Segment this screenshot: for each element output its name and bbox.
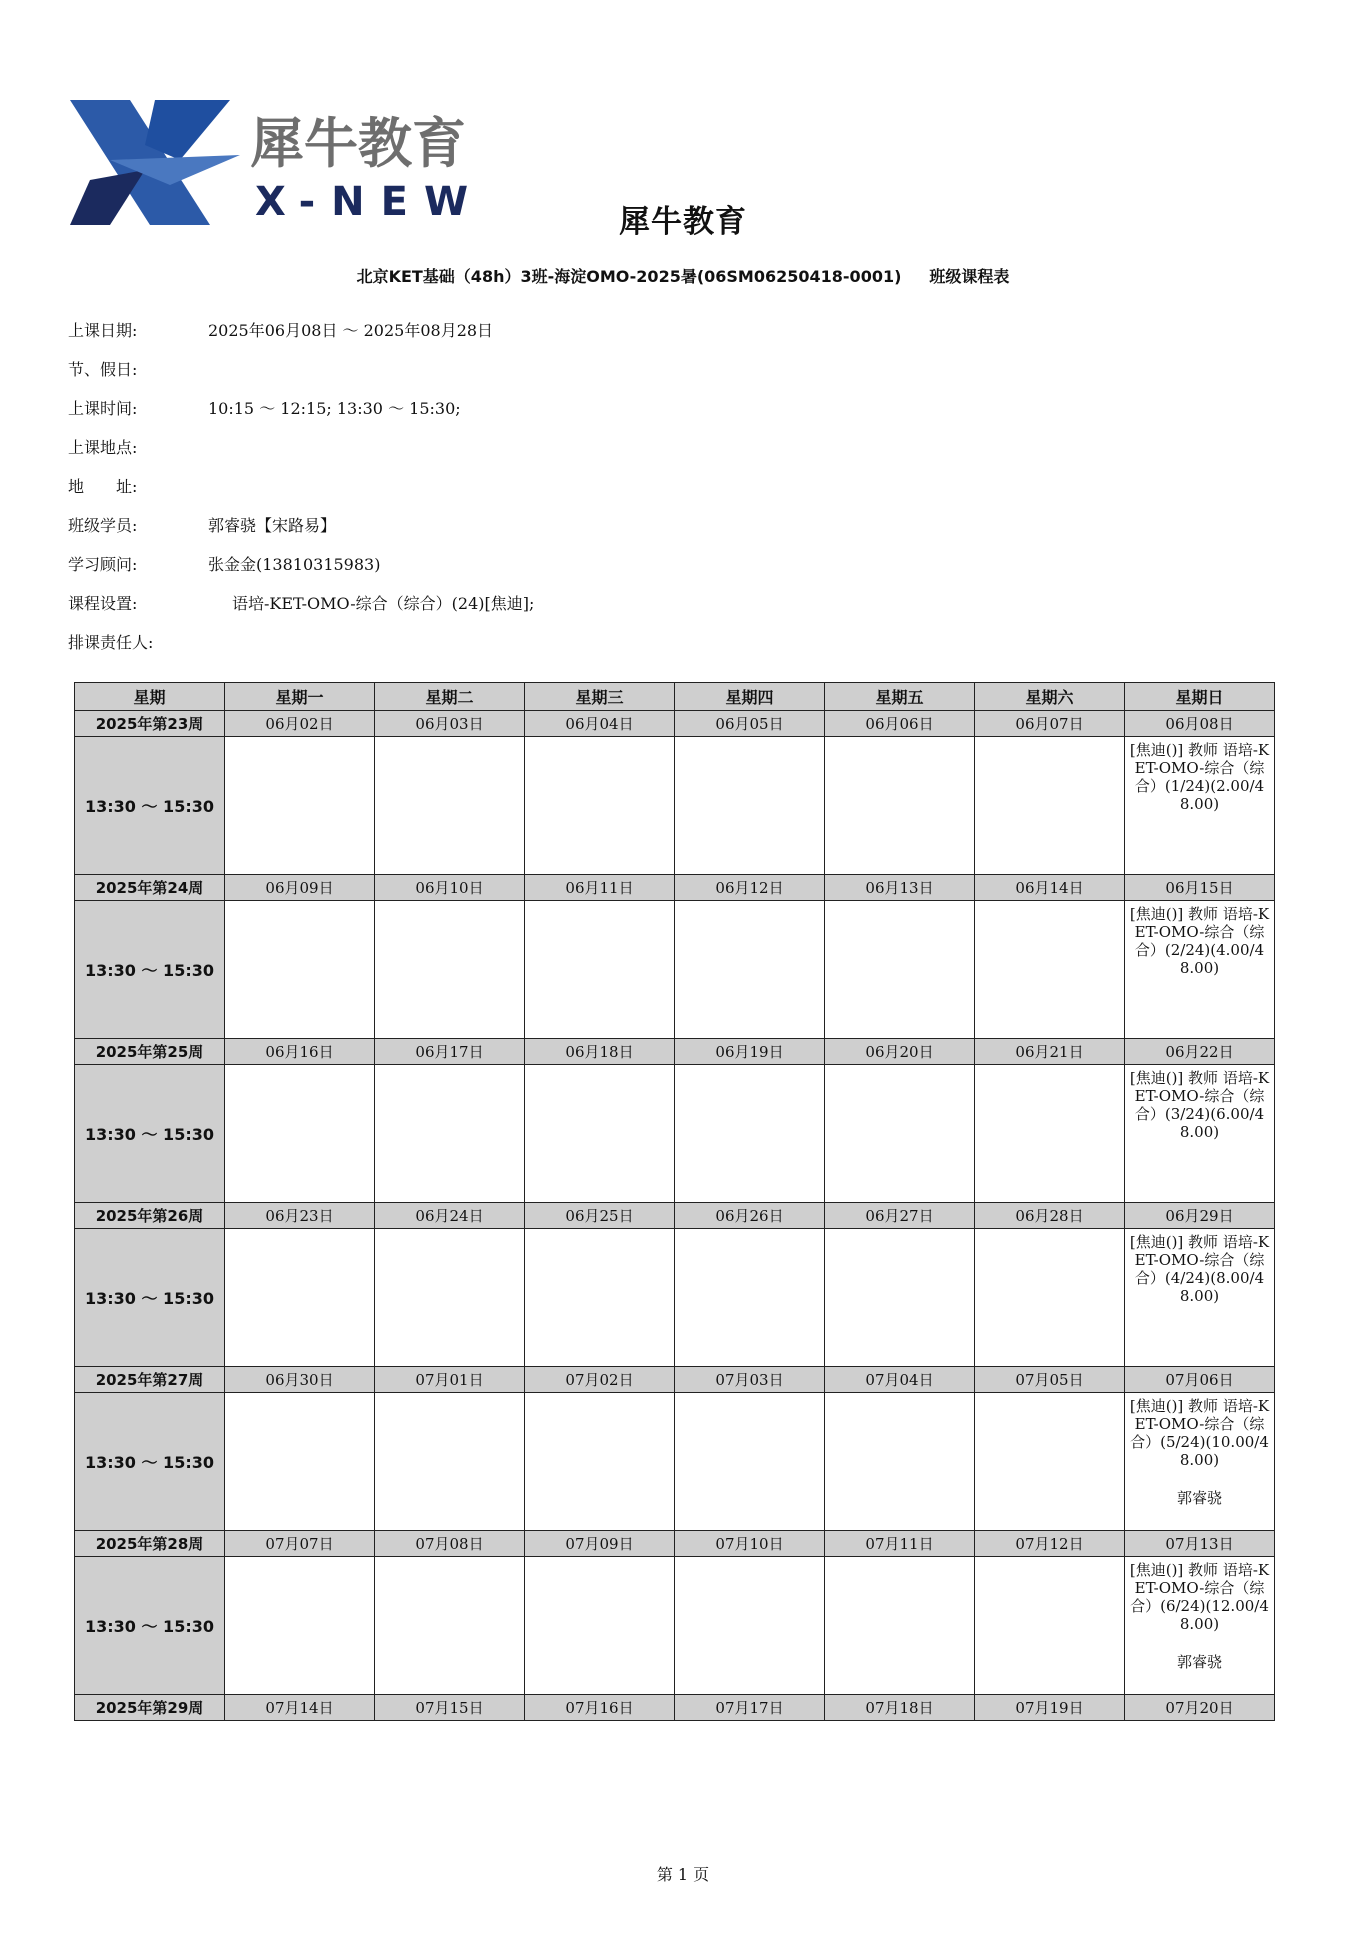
empty-cell	[375, 1557, 525, 1695]
info-value: 郭睿骁【宋路易】	[208, 516, 337, 535]
week-label: 2025年第29周	[75, 1695, 225, 1721]
empty-cell	[525, 1229, 675, 1367]
date-cell: 07月20日	[1125, 1695, 1275, 1721]
empty-cell	[975, 737, 1125, 875]
info-row	[68, 388, 1268, 427]
date-cell: 06月18日	[525, 1039, 675, 1065]
empty-cell	[225, 737, 375, 875]
header-cell: 星期	[75, 683, 225, 711]
info-label: 学习顾问:	[68, 555, 138, 574]
info-label: 上课地点:	[68, 438, 138, 457]
time-row	[75, 901, 1275, 1039]
week-label: 2025年第25周	[75, 1039, 225, 1065]
logo-brand-en: X-NEW	[255, 179, 470, 225]
date-cell: 07月05日	[975, 1367, 1125, 1393]
schedule-label: 班级课程表	[929, 267, 1010, 286]
schedule-title	[0, 264, 1366, 287]
info-row	[68, 310, 1268, 349]
date-cell: 06月13日	[825, 875, 975, 901]
empty-cell	[825, 1065, 975, 1203]
info-row	[68, 583, 1268, 622]
date-cell: 06月07日	[975, 711, 1125, 737]
empty-cell	[375, 737, 525, 875]
empty-cell	[375, 901, 525, 1039]
info-value: 张金金(13810315983)	[208, 555, 381, 574]
info-label: 排课责任人:	[68, 633, 154, 652]
empty-cell	[675, 1557, 825, 1695]
empty-cell	[225, 1065, 375, 1203]
date-cell: 07月11日	[825, 1531, 975, 1557]
empty-cell	[675, 1393, 825, 1531]
date-cell: 06月20日	[825, 1039, 975, 1065]
date-cell: 07月19日	[975, 1695, 1125, 1721]
empty-cell	[975, 1229, 1125, 1367]
date-cell: 07月14日	[225, 1695, 375, 1721]
empty-cell	[975, 901, 1125, 1039]
header-cell: 星期三	[525, 683, 675, 711]
empty-cell	[525, 737, 675, 875]
header-cell: 星期日	[1125, 683, 1275, 711]
info-value: 语培-KET-OMO-综合（综合）(24)[焦迪];	[232, 594, 535, 613]
lesson-text: [焦迪()] 教师 语培-KET-OMO-综合（综合）(5/24)(10.00/48.00)	[1129, 1397, 1270, 1469]
date-cell: 06月21日	[975, 1039, 1125, 1065]
empty-cell	[675, 901, 825, 1039]
lesson-cell	[1125, 1065, 1275, 1203]
time-slot: 13:30 ～ 15:30	[75, 1557, 225, 1695]
info-label: 上课时间:	[68, 399, 138, 418]
week-row	[75, 1531, 1275, 1557]
empty-cell	[375, 1065, 525, 1203]
student-name: 郭睿骁	[1176, 1653, 1222, 1671]
empty-cell	[975, 1393, 1125, 1531]
empty-cell	[675, 1229, 825, 1367]
class-info	[68, 310, 1268, 661]
lesson-cell	[1125, 737, 1275, 875]
empty-cell	[225, 1393, 375, 1531]
date-cell: 06月28日	[975, 1203, 1125, 1229]
info-value: 10:15 ～ 12:15; 13:30 ～ 15:30;	[208, 399, 461, 418]
time-slot: 13:30 ～ 15:30	[75, 901, 225, 1039]
date-cell: 07月10日	[675, 1531, 825, 1557]
date-cell: 07月12日	[975, 1531, 1125, 1557]
week-row	[75, 711, 1275, 737]
date-cell: 06月25日	[525, 1203, 675, 1229]
page-number: 第 1 页	[656, 1865, 710, 1884]
info-row	[68, 544, 1268, 583]
date-cell: 06月02日	[225, 711, 375, 737]
date-cell: 06月24日	[375, 1203, 525, 1229]
week-row	[75, 1367, 1275, 1393]
empty-cell	[525, 1065, 675, 1203]
student-name: 郭睿骁	[1176, 1489, 1222, 1507]
info-row	[68, 466, 1268, 505]
empty-cell	[675, 737, 825, 875]
time-row	[75, 1393, 1275, 1531]
empty-cell	[375, 1393, 525, 1531]
empty-cell	[375, 1229, 525, 1367]
info-label: 节、假日:	[68, 360, 138, 379]
empty-cell	[225, 1229, 375, 1367]
empty-cell	[225, 901, 375, 1039]
empty-cell	[825, 1393, 975, 1531]
date-cell: 07月04日	[825, 1367, 975, 1393]
lesson-text: [焦迪()] 教师 语培-KET-OMO-综合（综合）(2/24)(4.00/48.00)	[1129, 905, 1270, 977]
time-slot: 13:30 ～ 15:30	[75, 737, 225, 875]
date-cell: 06月04日	[525, 711, 675, 737]
time-slot: 13:30 ～ 15:30	[75, 1393, 225, 1531]
date-cell: 06月09日	[225, 875, 375, 901]
class-name: 北京KET基础（48h）3班-海淀OMO-2025暑(06SM06250418-0001)	[356, 267, 902, 286]
date-cell: 06月15日	[1125, 875, 1275, 901]
week-label: 2025年第23周	[75, 711, 225, 737]
info-label: 班级学员:	[68, 516, 138, 535]
time-slot: 13:30 ～ 15:30	[75, 1229, 225, 1367]
date-cell: 06月03日	[375, 711, 525, 737]
week-row	[75, 1203, 1275, 1229]
date-cell: 06月29日	[1125, 1203, 1275, 1229]
date-cell: 06月14日	[975, 875, 1125, 901]
header-cell: 星期五	[825, 683, 975, 711]
week-label: 2025年第24周	[75, 875, 225, 901]
date-cell: 07月15日	[375, 1695, 525, 1721]
logo-brand-cn: 犀牛教育	[250, 112, 466, 175]
header-cell: 星期四	[675, 683, 825, 711]
date-cell: 07月02日	[525, 1367, 675, 1393]
empty-cell	[525, 901, 675, 1039]
date-cell: 06月05日	[675, 711, 825, 737]
date-cell: 06月22日	[1125, 1039, 1275, 1065]
date-cell: 07月18日	[825, 1695, 975, 1721]
empty-cell	[825, 901, 975, 1039]
empty-cell	[525, 1557, 675, 1695]
time-row	[75, 1229, 1275, 1367]
time-row	[75, 737, 1275, 875]
date-cell: 06月12日	[675, 875, 825, 901]
info-row	[68, 427, 1268, 466]
org-title: 犀牛教育	[619, 204, 747, 240]
date-cell: 07月07日	[225, 1531, 375, 1557]
lesson-text: [焦迪()] 教师 语培-KET-OMO-综合（综合）(1/24)(2.00/48.00)	[1129, 741, 1270, 813]
time-row	[75, 1557, 1275, 1695]
date-cell: 07月06日	[1125, 1367, 1275, 1393]
lesson-cell	[1125, 1393, 1275, 1531]
empty-cell	[825, 1557, 975, 1695]
empty-cell	[975, 1065, 1125, 1203]
date-cell: 06月23日	[225, 1203, 375, 1229]
header-cell: 星期二	[375, 683, 525, 711]
week-row	[75, 1039, 1275, 1065]
header-cell: 星期一	[225, 683, 375, 711]
week-label: 2025年第27周	[75, 1367, 225, 1393]
date-cell: 06月30日	[225, 1367, 375, 1393]
empty-cell	[675, 1065, 825, 1203]
week-row	[75, 875, 1275, 901]
schedule-table	[74, 682, 1275, 1721]
info-label: 上课日期:	[68, 321, 138, 340]
date-cell: 07月08日	[375, 1531, 525, 1557]
date-cell: 06月11日	[525, 875, 675, 901]
lesson-text: [焦迪()] 教师 语培-KET-OMO-综合（综合）(6/24)(12.00/48.00)	[1129, 1561, 1270, 1633]
date-cell: 07月16日	[525, 1695, 675, 1721]
empty-cell	[525, 1393, 675, 1531]
info-row	[68, 505, 1268, 544]
info-label: 课程设置:	[68, 594, 138, 613]
info-label: 地 址:	[68, 477, 138, 496]
week-row	[75, 1695, 1275, 1721]
info-row	[68, 349, 1268, 388]
info-row	[68, 622, 1268, 661]
header-row	[75, 683, 1275, 711]
lesson-cell	[1125, 901, 1275, 1039]
date-cell: 06月17日	[375, 1039, 525, 1065]
date-cell: 06月10日	[375, 875, 525, 901]
date-cell: 07月17日	[675, 1695, 825, 1721]
date-cell: 06月08日	[1125, 711, 1275, 737]
date-cell: 06月27日	[825, 1203, 975, 1229]
info-value: 2025年06月08日 ～ 2025年08月28日	[208, 321, 494, 340]
week-label: 2025年第28周	[75, 1531, 225, 1557]
date-cell: 07月09日	[525, 1531, 675, 1557]
date-cell: 06月26日	[675, 1203, 825, 1229]
date-cell: 07月03日	[675, 1367, 825, 1393]
lesson-text: [焦迪()] 教师 语培-KET-OMO-综合（综合）(4/24)(8.00/48.00)	[1129, 1233, 1270, 1305]
date-cell: 06月16日	[225, 1039, 375, 1065]
empty-cell	[225, 1557, 375, 1695]
lesson-text: [焦迪()] 教师 语培-KET-OMO-综合（综合）(3/24)(6.00/48.00)	[1129, 1069, 1270, 1141]
date-cell: 06月19日	[675, 1039, 825, 1065]
lesson-cell	[1125, 1557, 1275, 1695]
date-cell: 07月13日	[1125, 1531, 1275, 1557]
empty-cell	[975, 1557, 1125, 1695]
time-slot: 13:30 ～ 15:30	[75, 1065, 225, 1203]
empty-cell	[825, 1229, 975, 1367]
date-cell: 06月06日	[825, 711, 975, 737]
week-label: 2025年第26周	[75, 1203, 225, 1229]
lesson-cell	[1125, 1229, 1275, 1367]
header-cell: 星期六	[975, 683, 1125, 711]
time-row	[75, 1065, 1275, 1203]
empty-cell	[825, 737, 975, 875]
date-cell: 07月01日	[375, 1367, 525, 1393]
